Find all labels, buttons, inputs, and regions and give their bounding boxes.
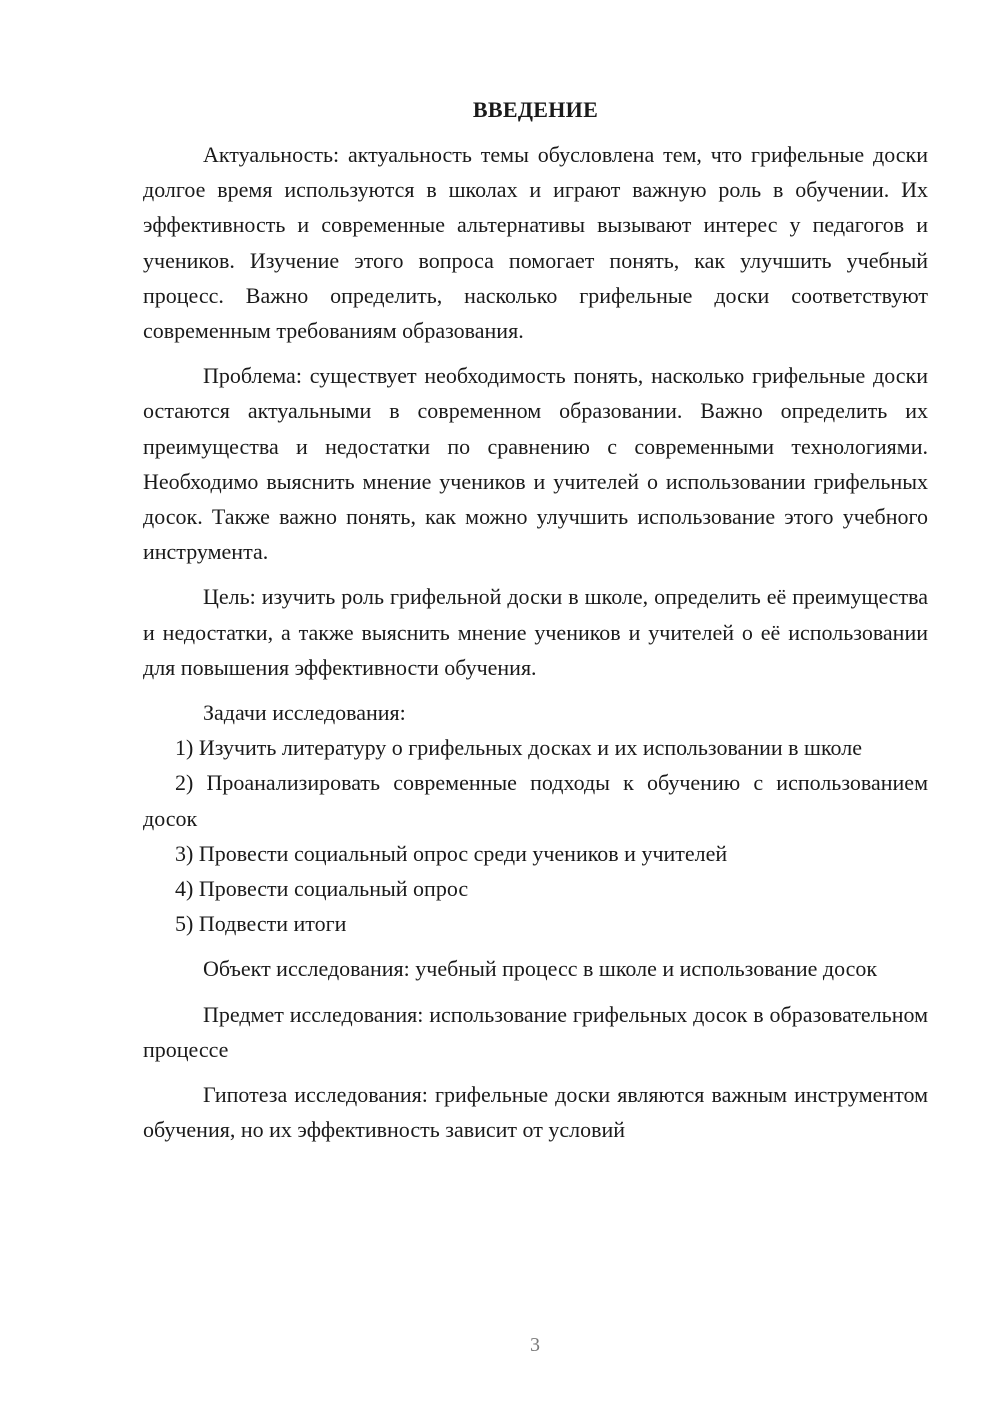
document-page — [143, 92, 928, 1147]
tasks-heading: Задачи исследования: — [203, 700, 406, 726]
hypothesis-paragraph: Гипотеза исследования: грифельные доски являются важным инструментом обучения, но их эффективность зависит от условий — [143, 1082, 928, 1143]
subject-paragraph: Предмет исследования: использование грифельных досок в образовательном процессе — [143, 1001, 928, 1062]
task-item-5: 5) Подвести итоги — [175, 911, 347, 937]
object-paragraph: Объект исследования: учебный процесс в школе и использование досок — [203, 956, 878, 982]
problem-paragraph: Проблема: существует необходимость понять, насколько грифельные доски остаются актуальными в современном образовании. Важно определить их преимущества и недостатки по сравнению с современными технологиями. Необходимо выяснить мнение учеников и учителей о использовании грифельных досок. Также важно понять, как можно улучшить использование этого учебного инструмента. — [143, 363, 928, 565]
relevance-paragraph: Актуальность: актуальность темы обусловлена тем, что грифельные доски долгое время используются в школах и играют важную роль в обучении. Их эффективность и современные альтернативы вызывают интерес у педагогов и учеников. Изучение этого вопроса помогает понять, как улучшить учебный процесс. Важно определить, насколько грифельные доски соответствуют современным требованиям образования. — [143, 142, 928, 344]
task-item-1: 1) Изучить литературу о грифельных досках и их использовании в школе — [175, 735, 862, 761]
goal-paragraph: Цель: изучить роль грифельной доски в школе, определить её преимущества и недостатки, а также выяснить мнение учеников и учителей о её использовании для повышения эффективности обучения. — [143, 584, 928, 680]
page-number: 3 — [530, 1334, 540, 1356]
page-title: ВВЕДЕНИЕ — [472, 97, 599, 122]
task-item-3: 3) Провести социальный опрос среди учеников и учителей — [175, 840, 728, 866]
task-item-2: 2) Проанализировать современные подходы к обучению с использованием досок — [143, 770, 928, 831]
task-item-4: 4) Провести социальный опрос — [175, 876, 469, 902]
